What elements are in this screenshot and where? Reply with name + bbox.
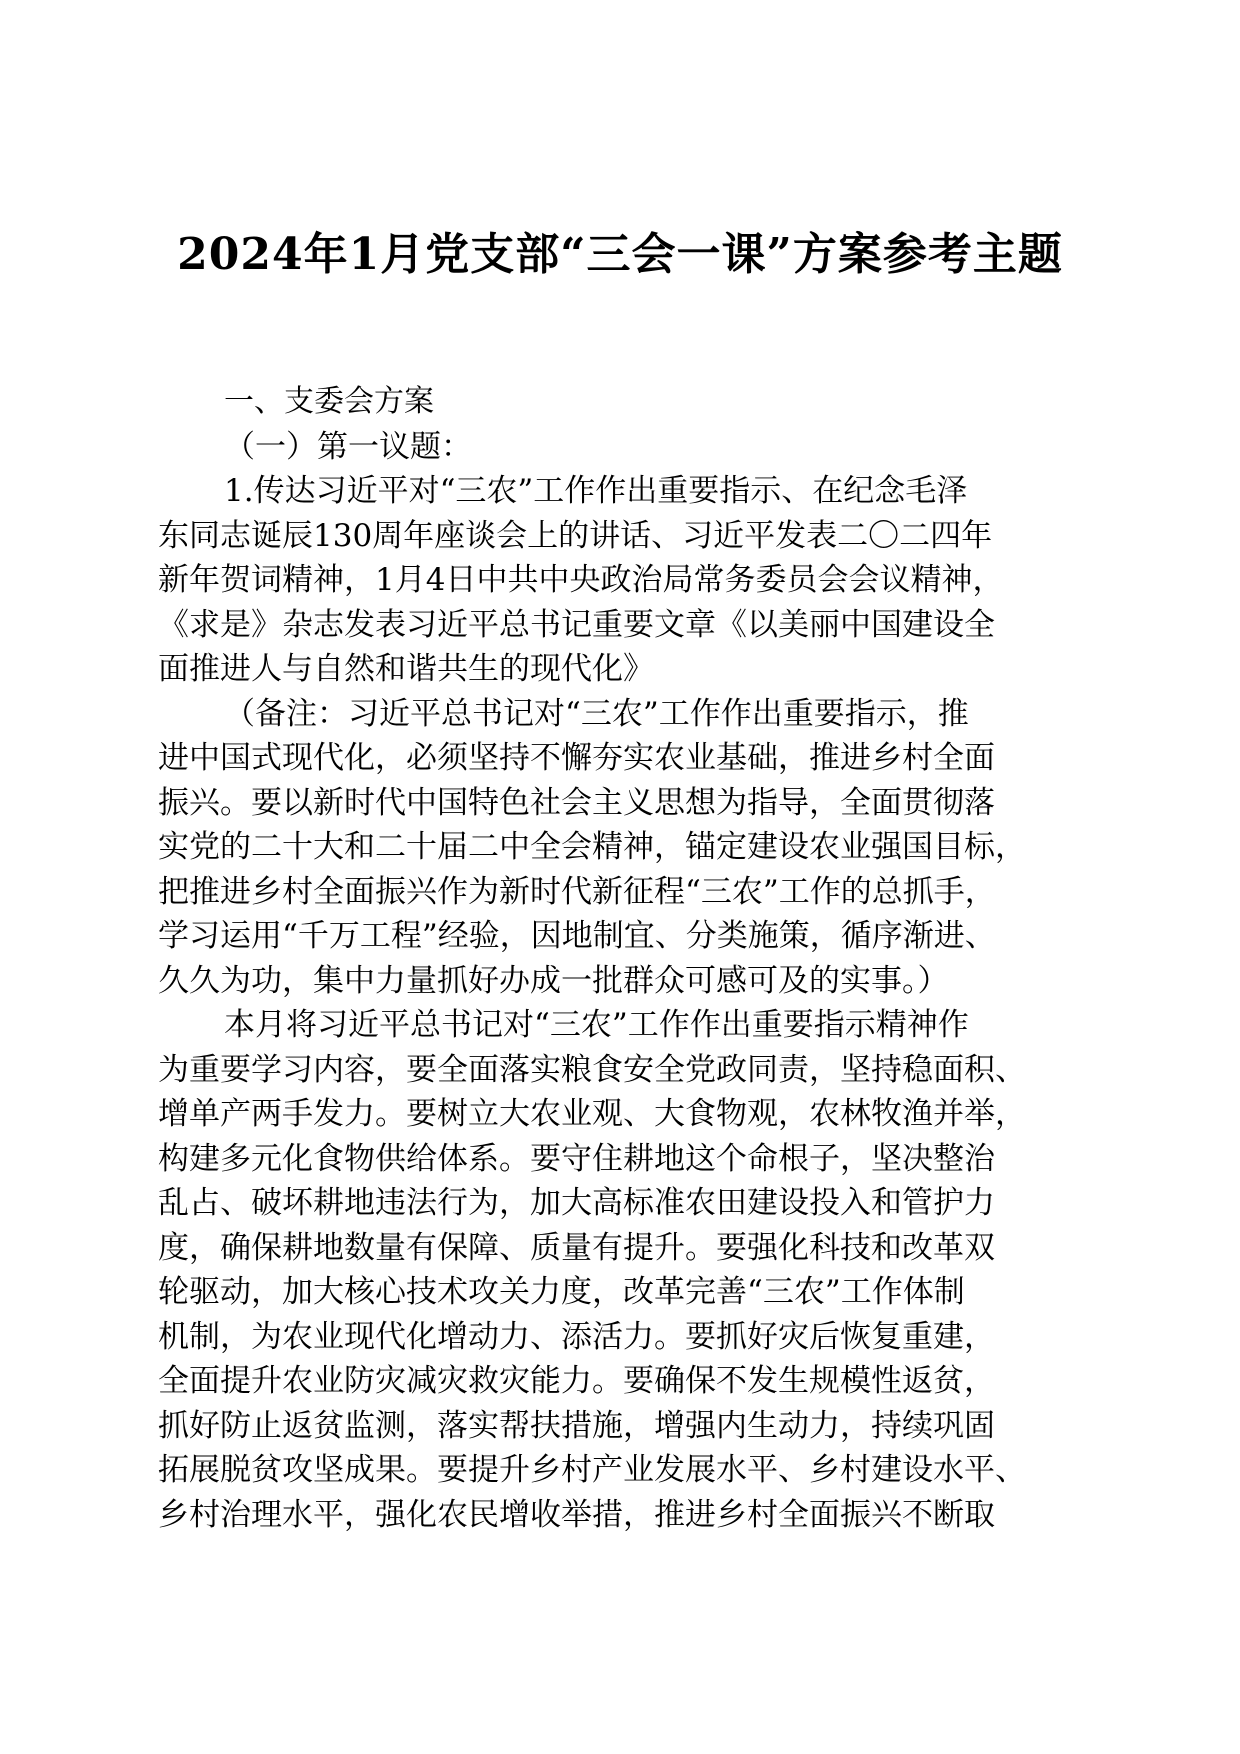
text-line: 乡村治理水平，强化农民增收举措，推进乡村全面振兴不断取	[158, 1496, 995, 1533]
text-line: 度，确保耕地数量有保障、质量有提升。要强化科技和改革双	[158, 1229, 995, 1266]
text-line: 面推进人与自然和谐共生的现代化》	[158, 651, 654, 687]
text-line: 增单产两手发力。要树立大农业观、大食物观，农林牧渔并举，	[158, 1096, 1026, 1132]
paragraph-lines	[158, 469, 1082, 1537]
section-heading: 一、支委会方案	[224, 384, 434, 419]
text-line: 全面提升农业防灾减灾救灾能力。要确保不发生规模性返贫，	[158, 1363, 995, 1399]
document-body	[158, 380, 1082, 1537]
text-line: 机制，为农业现代化增动力、添活力。要抓好灾后恢复重建，	[158, 1318, 995, 1355]
text-line: 为重要学习内容，要全面落实粮食安全党政同责，坚持稳面积、	[158, 1051, 1026, 1088]
text-line: 把推进乡村全面振兴作为新时代新征程“三农”工作的总抓手，	[158, 873, 996, 910]
text-line: 抓好防止返贫监测，落实帮扶措施，增强内生动力，持续巩固	[158, 1407, 995, 1444]
text-line: 振兴。要以新时代中国特色社会主义思想为指导，全面贯彻落	[158, 784, 995, 821]
text-line: 拓展脱贫攻坚成果。要提升乡村产业发展水平、乡村建设水平、	[158, 1452, 1026, 1488]
text-line: 新年贺词精神，1月4日中共中央政治局常务委员会会议精神，	[158, 562, 1004, 598]
text-line: 轮驱动，加大核心技术攻关力度，改革完善“三农”工作体制	[158, 1274, 965, 1310]
text-line: 乱占、破坏耕地违法行为，加大高标准农田建设投入和管护力	[158, 1185, 995, 1221]
text-line: 构建多元化食物供给体系。要守住耕地这个命根子，坚决整治	[158, 1140, 995, 1177]
text-line: 学习运用“千万工程”经验，因地制宜、分类施策，循序渐进、	[158, 918, 996, 954]
text-line: 实党的二十大和二十届二中全会精神，锚定建设农业强国目标，	[158, 829, 1026, 865]
document-title: 2024年1月党支部“三会一课”方案参考主题	[177, 229, 1063, 280]
text-line: 1.传达习近平对“三农”工作作出重要指示、在纪念毛泽	[224, 473, 968, 509]
text-line: 久久为功，集中力量抓好办成一批群众可感可及的实事。）	[158, 962, 949, 999]
text-line: 东同志诞辰130周年座谈会上的讲话、习近平发表二〇二四年	[158, 517, 993, 554]
text-line: 本月将习近平总书记对“三农”工作作出重要指示精神作	[224, 1007, 969, 1043]
text-line: （备注：习近平总书记对“三农”工作作出重要指示，推	[224, 695, 969, 732]
text-line: 《求是》杂志发表习近平总书记重要文章《以美丽中国建设全	[158, 606, 995, 643]
text-line: 进中国式现代化，必须坚持不懈夯实农业基础，推进乡村全面	[158, 740, 995, 776]
sub-heading: （一）第一议题：	[224, 428, 472, 465]
